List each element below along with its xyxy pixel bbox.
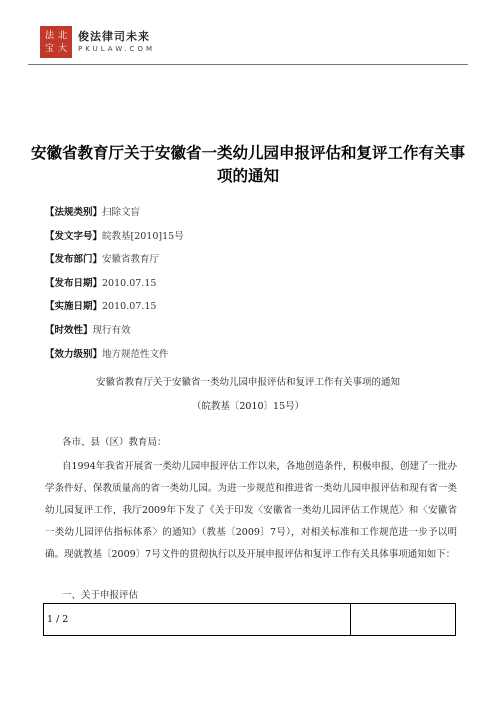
meta-key: 【实施日期】 [45,301,103,313]
header-divider [28,64,468,65]
meta-value: 2010.07.15 [102,277,157,289]
pkulaw-logo-seal [40,26,72,58]
site-header [28,26,468,66]
body-doc-number: （皖教基〔2010〕15号） [191,401,305,412]
meta-value: 皖教基[2010]15号 [102,230,184,242]
meta-value: 地方规范性文件 [102,348,169,360]
meta-row-effective-date [45,301,465,312]
meta-value: 扫除文盲 [102,207,141,218]
meta-key: 【时效性】 [45,324,93,336]
footer-empty-cell [351,604,456,636]
meta-value: 现行有效 [92,324,131,336]
logo-seal-char: 宝 [44,43,54,54]
logo-seal-char: 法 [44,30,54,41]
meta-row-publish-date [45,278,465,289]
section-heading: 一、关于申报评估 [62,590,139,601]
meta-row-issuer [45,254,465,265]
logo-seal-char: 北 [57,30,67,41]
meta-row-doc-number [45,231,465,242]
logo-seal-char: 大 [57,43,67,54]
meta-key: 【发文字号】 [45,230,103,242]
meta-key: 【发布日期】 [45,277,103,289]
metadata-list [45,207,465,372]
document-title: 安徽省教育厅关于安徽省一类幼儿园申报评估和复评工作有关事项的通知 [30,144,465,185]
logo-domain: PKULAW.COM [78,45,155,53]
body-paragraph: 自1994年我省开展省一类幼儿园申报评估工作以来，各地创造条件，积极申报，创建了一批办学条件好、保教质量高的省一类幼儿园。为进一步规范和推进省一类幼儿园申报评估和现有省一类幼儿园复评工作，我厅2009年下发了《关于印发〈安徽省一类幼儿园评估工作规范〉和〈安徽省一类幼儿园评估指标体系〉的通知》（教基〔2009〕7号），对相关标准和工作规范进一步予以明确。现就教基〔2009〕7号文件的贯彻执行以及开展申报评估和复评工作有关具体事项通知如下： [45,461,457,560]
meta-row-validity [45,325,465,336]
meta-key: 【发布部门】 [45,254,103,266]
meta-row-category [45,207,465,218]
page-footer-table [43,603,456,636]
meta-key: 【法规类别】 [45,207,103,218]
body-heading: 安徽省教育厅关于安徽省一类幼儿园申报评估和复评工作有关事项的通知 [95,377,400,388]
meta-key: 【效力级别】 [45,348,103,360]
meta-value: 安徽省教育厅 [102,254,160,266]
page-number: 1 / 2 [44,604,351,636]
logo-text [78,28,155,53]
meta-value: 2010.07.15 [102,301,157,313]
logo-slogan: 俊法律司未来 [78,30,150,43]
meta-row-level [45,349,465,360]
salutation: 各市、县（区）教育局： [62,437,167,448]
